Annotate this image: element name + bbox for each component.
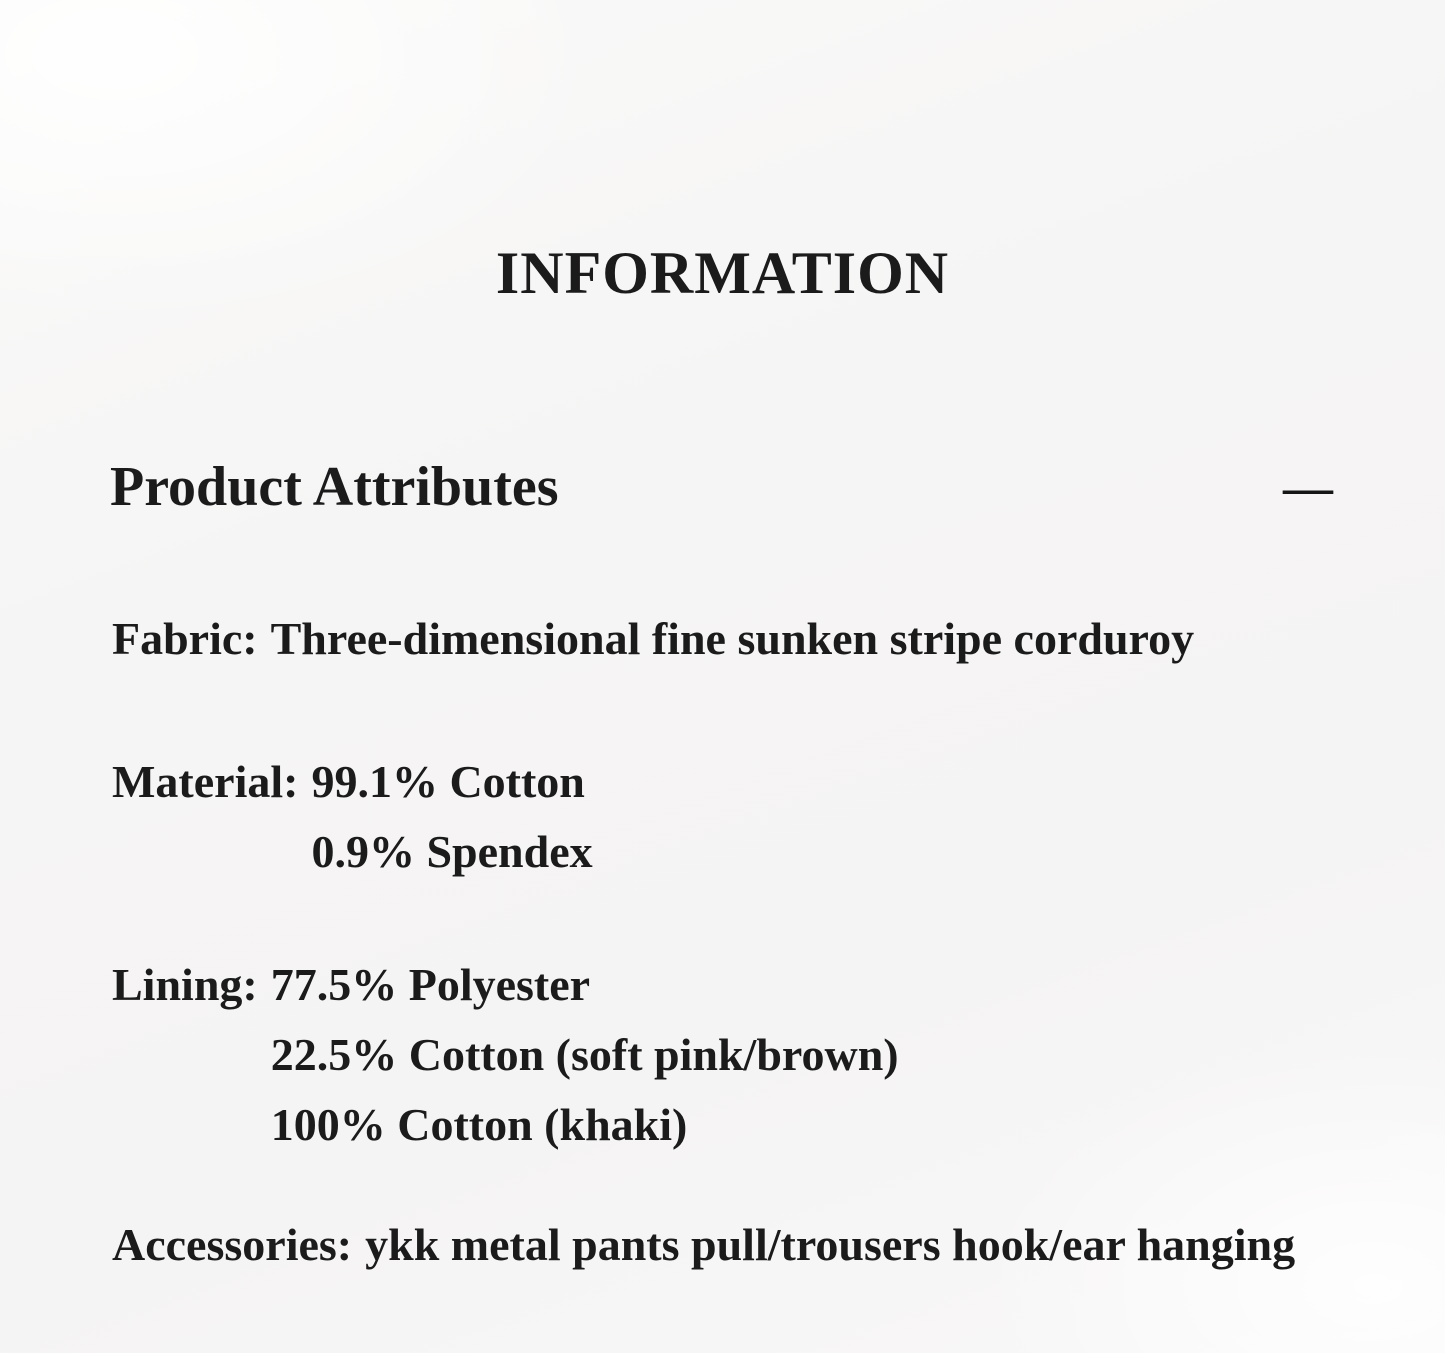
product-attributes-header[interactable] — [0, 450, 1445, 524]
attribute-row-accessories — [112, 1210, 1395, 1280]
attribute-value: 100% Cotton (khaki) — [270, 1099, 688, 1150]
attribute-row-fabric — [112, 604, 1395, 674]
attribute-values — [271, 604, 1194, 674]
section-title: Product Attributes — [110, 456, 559, 518]
attribute-label: Lining: — [112, 959, 258, 1010]
attribute-value: 22.5% Cotton (soft pink/brown) — [270, 1029, 899, 1080]
attribute-values — [271, 950, 899, 1160]
attribute-label: Fabric: — [112, 613, 258, 664]
page-title: INFORMATION — [495, 240, 950, 306]
attribute-row-lining — [112, 950, 1395, 1160]
collapse-minus-icon[interactable]: — — [1283, 459, 1333, 515]
attribute-value: Three-dimensional fine sunken stripe corduroy — [270, 613, 1195, 664]
attribute-values — [365, 1210, 1295, 1280]
attribute-values — [311, 747, 592, 887]
attribute-label: Material: — [112, 756, 299, 807]
attributes-list — [0, 604, 1445, 1280]
attribute-value: 99.1% Cotton — [311, 756, 585, 807]
attribute-value: ykk metal pants pull/trousers hook/ear hanging — [365, 1219, 1296, 1270]
attribute-value: 0.9% Spendex — [311, 826, 593, 877]
attribute-label: Accessories: — [112, 1219, 353, 1270]
attribute-value: 77.5% Polyester — [270, 959, 591, 1010]
attribute-row-material — [112, 747, 1395, 887]
